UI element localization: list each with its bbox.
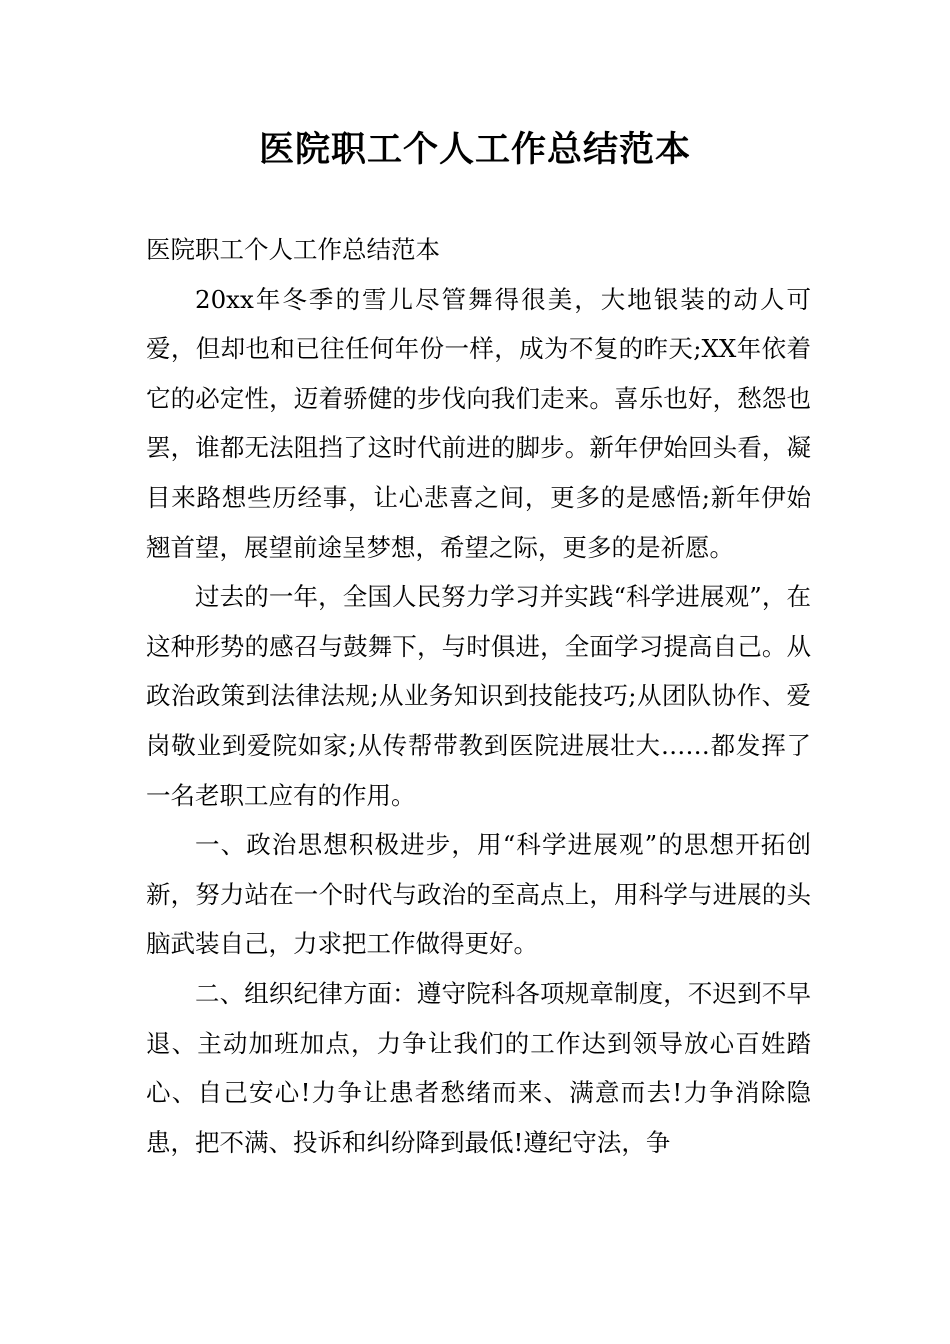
document-title: 医院职工个人工作总结范本 [258,130,691,170]
document-body [146,225,811,1167]
document-subtitle: 医院职工个人工作总结范本 [146,235,440,264]
paragraph-4: 二、组织纪律方面：遵守院科各项规章制度，不迟到不早退、主动加班加点，力争让我们的工作达到领导放心百姓踏心、自己安心!力争让患者愁绪而来、满意而去!力争消除隐患，把不满、投诉和纠纷降到最低!遵纪守法，争 [146,978,811,1157]
paragraph-1: 20xx年冬季的雪儿尽管舞得很美，大地银装的动人可爱，但却也和已往任何年份一样，成为不复的昨天;XX年依着它的必定性，迈着骄健的步伐向我们走来。喜乐也好，愁怨也罢，谁都无法阻挡了这时代前进的脚步。新年伊始回头看，凝目来路想些历经事，让心悲喜之间，更多的是感悟;新年伊始翘首望，展望前途呈梦想，希望之际，更多的是祈愿。 [146,284,811,562]
paragraph-3: 一、政治思想积极进步，用“科学进展观”的思想开拓创新，努力站在一个时代与政治的至高点上，用科学与进展的头脑武装自己，力求把工作做得更好。 [146,830,811,959]
paragraph-2: 过去的一年，全国人民努力学习并实践“科学进展观”，在这种形势的感召与鼓舞下，与时俱进，全面学习提高自己。从政治政策到法律法规;从业务知识到技能技巧;从团队协作、爱岗敬业到爱院如家;从传帮带教到医院进展壮大……都发挥了一名老职工应有的作用。 [146,582,811,810]
